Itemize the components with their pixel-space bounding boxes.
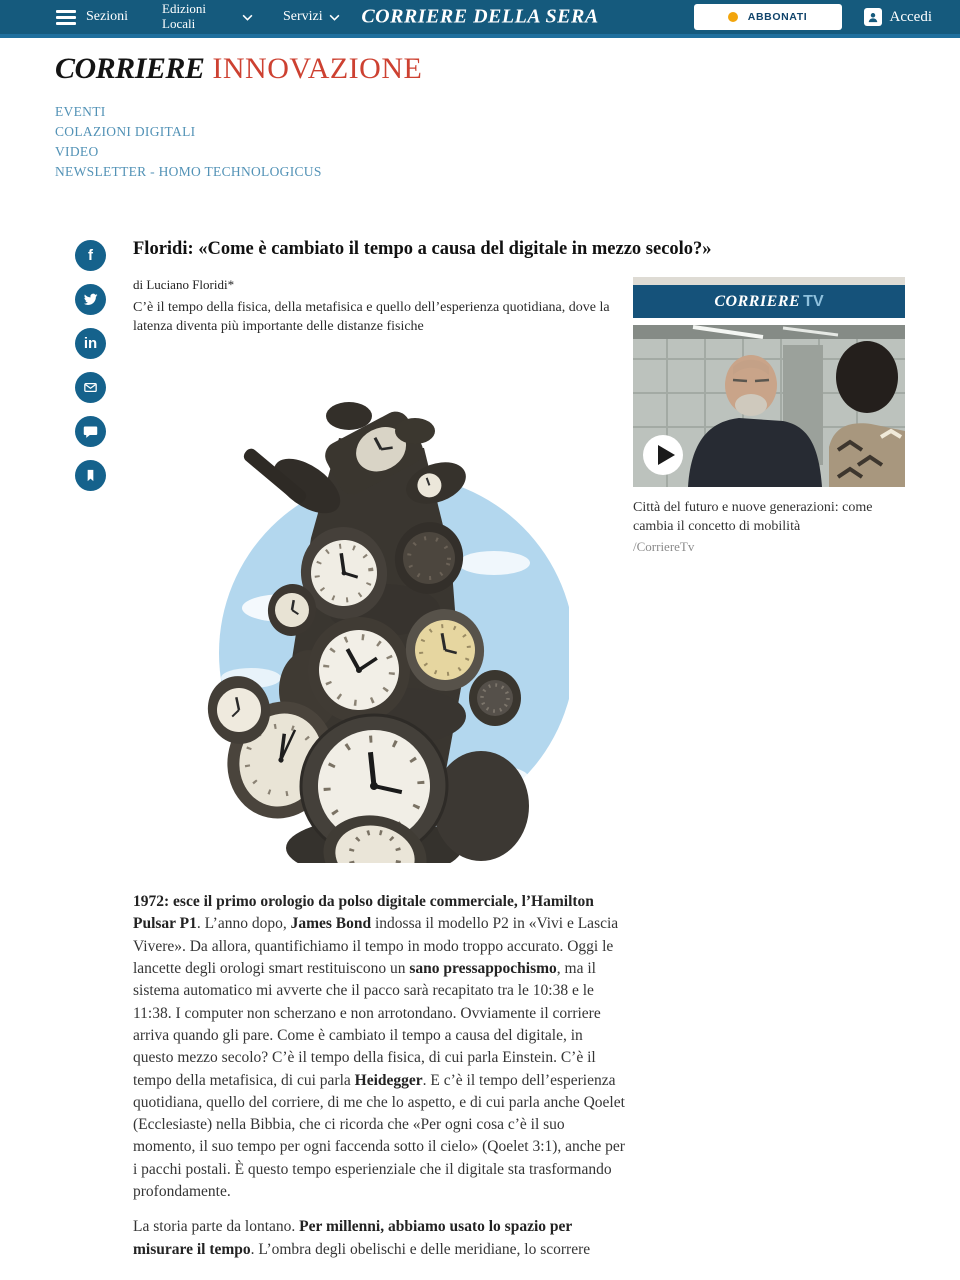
chevron-down-icon[interactable] [329, 14, 340, 21]
share-email-button[interactable] [75, 372, 106, 403]
login-button[interactable] [864, 8, 932, 26]
article-byline: di Luciano Floridi* [133, 277, 235, 293]
corriere-innovazione-logo[interactable] [55, 52, 905, 86]
video-thumbnail[interactable] [633, 324, 905, 488]
tv-brand: CORRIERE [714, 292, 801, 310]
article-title: Floridi: «Come è cambiato il tempo a causa del digitale in mezzo secolo?» [133, 239, 712, 259]
email-icon [82, 379, 99, 396]
linkedin-icon: in [83, 335, 98, 352]
brand-primary: CORRIERE [55, 52, 205, 85]
tv-widget-top-strip [633, 277, 905, 285]
share-comment-button[interactable] [75, 416, 106, 447]
corriere-della-sera-logo[interactable]: CORRIERE DELLA SERA [361, 5, 599, 28]
subscribe-button[interactable] [694, 4, 842, 30]
share-facebook-button[interactable] [75, 240, 106, 271]
paragraph: 1972: esce il primo orologio da polso digitale commerciale, l’Hamilton Pulsar P1. L’anno dopo, James Bond indossa il modello P2 in «Vivi e Lascia Vivere». Da allora, quantifichiamo il tempo in modo troppo accurato. Oggi le lancette degli orologi smart restituiscono un sano pressappochismo, ma il sistema automatico mi avverte che il pacco sarà recapitato tra le 10:38 e le 11:38. I computer non scherzano e non arrotondano. Ovviamente il corriere arriva quando gli pare. Come è cambiato il tempo a causa del digitale, in questo mezzo secolo? C’è il tempo della fisica, di cui parla Einstein. C’è il tempo della metafisica, di cui parla Heidegger. E c’è il tempo dell’esperienza quotidiana, quello del corriere, di me che lo aspetto, e di cui parla anche Qoelet (Ecclesiaste) nella Bibbia, che ci ricorda che «Per ogni cosa c’è il suo momento, il suo tempo per ogni faccenda sotto il cielo» (Qoelet 3:1), anche per i pacchi postali. È questo tempo esperienziale che il digitale sta trasformando profondamente. [133, 893, 625, 1200]
corriere-tv-widget [633, 277, 905, 1261]
twitter-icon [82, 291, 99, 308]
paragraph: La storia parte da lontano. Per millenni, abbiamo usato lo spazio per misurare il tempo. L’ombra degli obelischi e delle meridiane, lo scorrere [133, 1218, 591, 1258]
article-region [0, 238, 960, 1261]
brand-secondary: INNOVAZIONE [212, 52, 423, 85]
comment-icon [82, 423, 99, 440]
bookmark-icon [82, 467, 99, 484]
nav-link-colazioni-digitali[interactable]: COLAZIONI DIGITALI [55, 124, 196, 139]
video-caption[interactable]: Città del futuro e nuove generazioni: come cambia il concetto di mobilità [633, 500, 873, 535]
share-bookmark-button[interactable] [75, 460, 106, 491]
local-editions-menu[interactable]: Edizioni Locali [162, 1, 207, 31]
article-body [133, 891, 625, 1261]
services-menu[interactable]: Servizi [283, 9, 323, 24]
user-icon [864, 8, 882, 26]
article-standfirst: C’è il tempo della fisica, della metafisica e quello dell’esperienza quotidiana, dove la latenza diventa più importante delle distanze fisiche [133, 300, 610, 335]
hero-clock-sculpture-image [189, 358, 569, 863]
login-label: Accedi [889, 8, 932, 25]
nav-link-newsletter[interactable]: NEWSLETTER - HOMO TECHNOLOGICUS [55, 164, 322, 179]
tv-brand-suffix: TV [803, 292, 824, 310]
top-bar [0, 0, 960, 38]
corriere-tv-header[interactable] [633, 285, 905, 318]
nav-link-eventi[interactable]: EVENTI [55, 104, 106, 119]
share-linkedin-button[interactable] [75, 328, 106, 359]
video-source[interactable]: /CorriereTv [633, 539, 695, 555]
facebook-icon: f [88, 247, 93, 264]
subscribe-label: ABBONATI [747, 11, 808, 23]
hamburger-menu-icon[interactable] [56, 10, 76, 25]
share-rail [55, 238, 133, 1261]
section-nav [55, 102, 905, 182]
sections-menu[interactable]: Sezioni [86, 9, 128, 24]
subscribe-dot-icon [728, 12, 738, 22]
share-twitter-button[interactable] [75, 284, 106, 315]
chevron-down-icon[interactable] [242, 14, 253, 21]
nav-link-video[interactable]: VIDEO [55, 144, 99, 159]
